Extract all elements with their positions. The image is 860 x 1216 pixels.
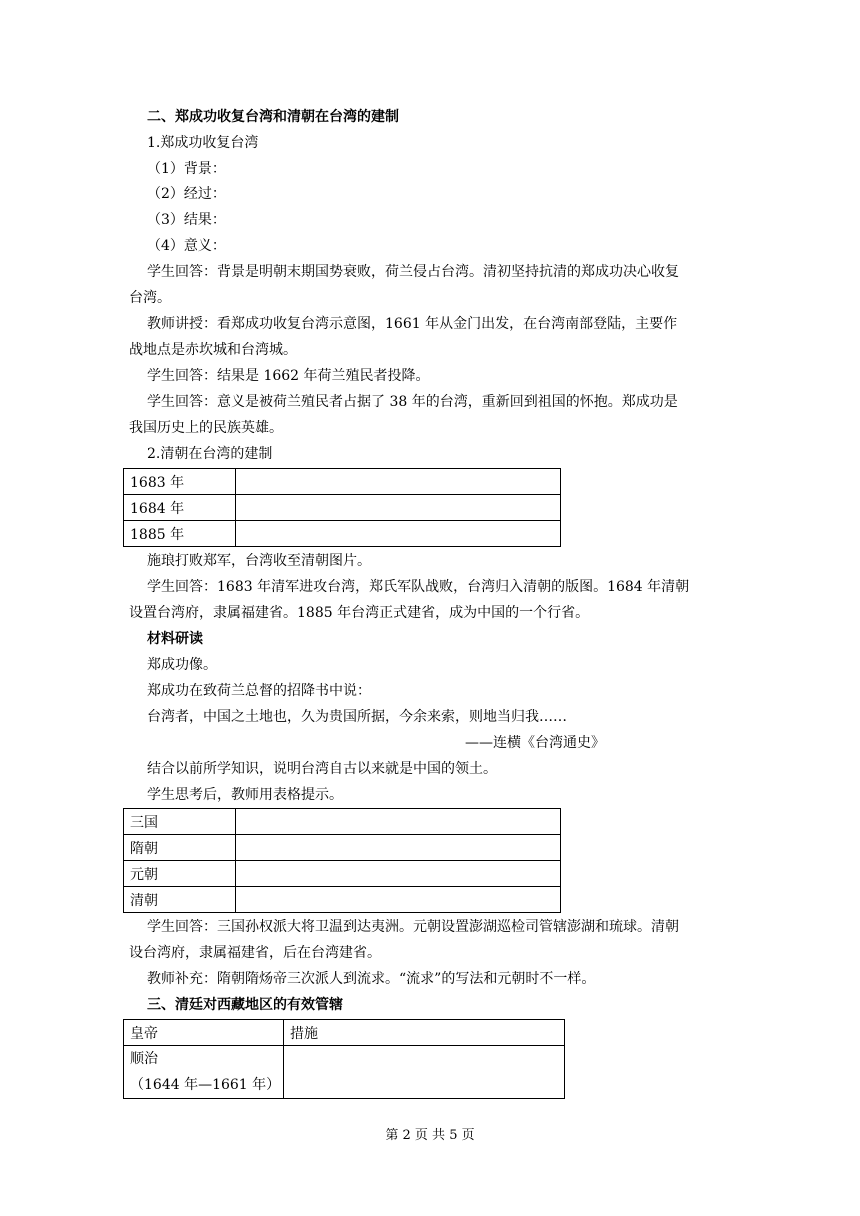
- table-row: [124, 495, 561, 521]
- paragraph: 郑成功在致荷兰总督的招降书中说：: [147, 683, 371, 699]
- table-header-measure: 措施: [284, 1020, 565, 1046]
- table-cell-measure: [284, 1046, 565, 1099]
- quote-source: ——连横《台湾通史》: [465, 735, 605, 751]
- paragraph: 设置台湾府，隶属福建省。1885 年台湾正式建省，成为中国的一个行省。: [129, 605, 590, 621]
- table-row: [124, 521, 561, 547]
- paragraph: 结合以前所学知识，说明台湾自古以来就是中国的领土。: [147, 761, 497, 777]
- paragraph: 学生回答：意义是被荷兰殖民者占据了 38 年的台湾，重新回到祖国的怀抱。郑成功是: [147, 394, 678, 410]
- list-item: （4）意义：: [147, 238, 226, 254]
- paragraph: 设台湾府，隶属福建省，后在台湾建省。: [129, 945, 381, 961]
- tibet-table: [123, 1019, 565, 1099]
- table-cell-content: [236, 495, 561, 521]
- section2-heading: 二、郑成功收复台湾和清朝在台湾的建制: [147, 109, 399, 125]
- table-cell-content: [236, 521, 561, 547]
- subheading-zheng: 1.郑成功收复台湾: [147, 135, 259, 151]
- table-row: [124, 887, 561, 913]
- table-header-row: [124, 1020, 565, 1046]
- qing-taiwan-table: [123, 468, 561, 547]
- list-item: （3）结果：: [147, 212, 226, 228]
- table-cell-year: 1683 年: [124, 469, 236, 495]
- page-footer: 第 2 页 共 5 页: [385, 1128, 475, 1143]
- table-cell-year: 1684 年: [124, 495, 236, 521]
- emperor-name: 顺治: [130, 1051, 158, 1067]
- table-cell-dynasty: 元朝: [124, 861, 236, 887]
- table-row: [124, 1046, 565, 1099]
- paragraph: 学生回答：1683 年清军进攻台湾，郑氏军队战败，台湾归入清朝的版图。1684 年清朝: [147, 579, 690, 595]
- list-item: （2）经过：: [147, 186, 226, 202]
- table-row: [124, 861, 561, 887]
- table-cell-dynasty: 隋朝: [124, 835, 236, 861]
- paragraph: 学生回答：结果是 1662 年荷兰殖民者投降。: [147, 368, 430, 384]
- table-cell-content: [236, 887, 561, 913]
- table-header-emperor: 皇帝: [124, 1020, 284, 1046]
- table-row: [124, 835, 561, 861]
- paragraph: 战地点是赤坎城和台湾城。: [129, 342, 297, 358]
- material-heading: 材料研读: [147, 631, 203, 647]
- table-cell-content: [236, 469, 561, 495]
- subheading-qing: 2.清朝在台湾的建制: [147, 446, 273, 462]
- paragraph: 台湾。: [129, 290, 171, 306]
- table-cell-content: [236, 861, 561, 887]
- table-row: [124, 809, 561, 835]
- dynasty-table: [123, 808, 561, 913]
- table-cell-content: [236, 835, 561, 861]
- paragraph: 郑成功像。: [147, 657, 217, 673]
- table-cell-emperor: [124, 1046, 284, 1099]
- table-cell-year: 1885 年: [124, 521, 236, 547]
- table-cell-content: [236, 809, 561, 835]
- paragraph: 学生回答：背景是明朝末期国势衰败，荷兰侵占台湾。清初坚持抗清的郑成功决心收复: [147, 264, 679, 280]
- table-cell-dynasty: 三国: [124, 809, 236, 835]
- paragraph: 教师讲授：看郑成功收复台湾示意图，1661 年从金门出发，在台湾南部登陆，主要作: [147, 316, 678, 332]
- table-cell-dynasty: 清朝: [124, 887, 236, 913]
- list-item: （1）背景：: [147, 161, 226, 177]
- paragraph: 施琅打败郑军，台湾收至清朝图片。: [147, 553, 371, 569]
- paragraph: 教师补充：隋朝隋炀帝三次派人到流求。“流求”的写法和元朝时不一样。: [147, 971, 596, 987]
- quote: 台湾者，中国之土地也，久为贵国所据，今余来索，则地当归我……: [147, 709, 567, 725]
- emperor-years: （1644 年—1661 年）: [130, 1077, 281, 1093]
- paragraph: 学生思考后，教师用表格提示。: [147, 787, 343, 803]
- section3-heading: 三、清廷对西藏地区的有效管辖: [147, 997, 343, 1013]
- paragraph: 我国历史上的民族英雄。: [129, 420, 283, 436]
- paragraph: 学生回答：三国孙权派大将卫温到达夷洲。元朝设置澎湖巡检司管辖澎湖和琉球。清朝: [147, 919, 679, 935]
- table-row: [124, 469, 561, 495]
